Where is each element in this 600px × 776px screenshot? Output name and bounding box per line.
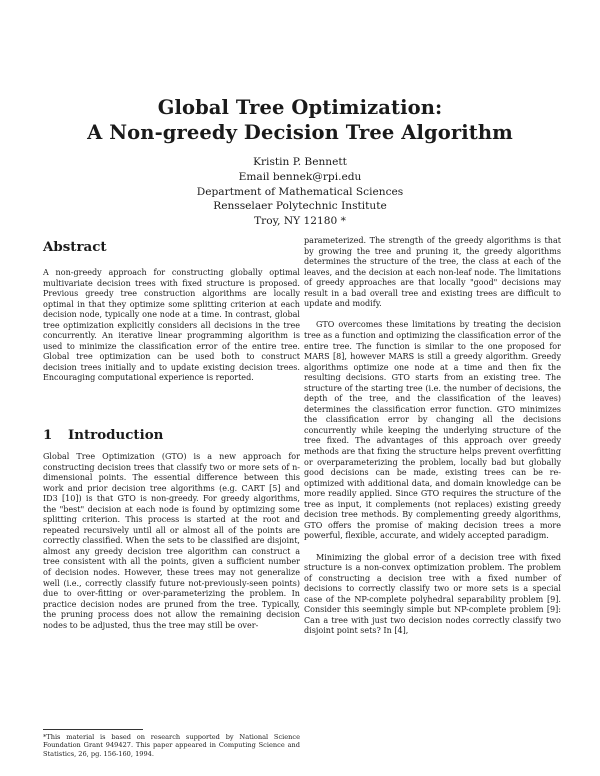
right-column-body [304, 236, 561, 637]
author-location: Troy, NY 12180 * [254, 215, 346, 228]
section-title: Introduction [68, 427, 164, 443]
author-department: Department of Mathematical Sciences [196, 185, 404, 198]
section-number: 1 [43, 427, 53, 443]
footnote [43, 733, 300, 758]
author-name: Kristin P. Bennett [253, 156, 347, 168]
footnote-text: *This material is based on research supported by National Science Foundation Grant 949427. This paper appeared in Computing Science and Statistics, 26, pg. 156-160, 1994. [43, 733, 300, 758]
author-institution: Rensselaer Polytechnic Institute [213, 200, 387, 213]
introduction-body [43, 452, 300, 631]
author-block [0, 155, 600, 229]
paper-title-line-1: Global Tree Optimization: [157, 96, 443, 119]
abstract-body [43, 268, 300, 384]
right-paragraph-2: GTO overcomes these limitations by treating the decision tree as a function and optimizing the classification error of the entire tree. The function is similar to the one proposed for MARS [8], however MARS is still a greedy algorithm. Greedy algorithms optimize one node at a time and then fix the resulting decisions. GTO starts from an existing tree. The structure of the starting tree (i.e. the number of decisions, the depth of the tree, and the classification of the leaves) determines the classification error function. GTO minimizes the classification error by changing all the decisions concurrently while keeping the underlying structure of the tree fixed. The advantages of this approach over greedy methods are that fixing the structure helps prevent overfitting or overparameterizing the problem, locally bad but globally good decisions can be made, existing trees can be re-optimized with additional data, and domain knowledge can be more readily applied. Since GTO requires the structure of the tree as input, it complements (not replaces) existing greedy decision tree methods. By complementing greedy algorithms, GTO offers the promise of making decision trees a more powerful, flexible, accurate, and widely accepted paradigm. [304, 320, 561, 541]
author-email: Email bennek@rpi.edu [238, 170, 362, 183]
abstract-paragraph: A non-greedy approach for constructing globally optimal multivariate decision trees with fixed structure is proposed. Previous greedy tree construction algorithms are locally optimal in that they optimize some splitting criterion at each decision node, typically one node at a time. In contrast, global tree optimization explicitly considers all decisions in the tree concurrently. An iterative linear programming algorithm is used to minimize the classification error of the entire tree. Global tree optimization can be used both to construct decision trees initially and to update existing decision trees. Encouraging computational experience is reported. [43, 268, 300, 383]
right-paragraph-1: parameterized. The strength of the greedy algorithms is that by growing the tree and pruning it, the greedy algorithms determines the structure of the tree, the class at each of the leaves, and the decision at each non-leaf node. The limitations of greedy approaches are that locally "good" decisions may result in a bad overall tree and existing trees are difficult to update and modify. [304, 236, 561, 309]
introduction-paragraph-1: Global Tree Optimization (GTO) is a new approach for constructing decision trees that classify two or more sets of n-dimensional points. The essential difference between this work and prior decision tree algorithms (e.g. CART [5] and ID3 [10]) is that GTO is non-greedy. For greedy algorithms, the "best" decision at each node is found by optimizing some splitting criterion. This process is started at the root and repeated recursively until all or almost all of the points are correctly classified. When the sets to be classified are disjoint, almost any greedy decision tree algorithm can construct a tree consistent with all the points, given a sufficient number of decision nodes. However, these trees may not generalize well (i.e., correctly classify future not-previously-seen points) due to over-fitting or over-parameterizing the problem. In practice decision nodes are pruned from the tree. Typically, the pruning process does not allow the remaining decision nodes to be adjusted, thus the tree may still be over- [43, 452, 300, 630]
footnote-rule [43, 729, 143, 730]
paper-title-line-2: A Non-greedy Decision Tree Algorithm [87, 121, 513, 144]
right-paragraph-3: Minimizing the global error of a decision tree with fixed structure is a non-convex optimization problem. The problem of constructing a decision tree with a fixed number of decisions to correctly classify two or more sets is a special case of the NP-complete polyhedral separability problem [9]. Consider this seemingly simple but NP-complete problem [9]: Can a tree with just two decision nodes correctly classify two disjoint point sets? In [4], [304, 552, 561, 636]
section-heading-introduction [43, 427, 163, 443]
abstract-heading: Abstract [43, 239, 107, 255]
